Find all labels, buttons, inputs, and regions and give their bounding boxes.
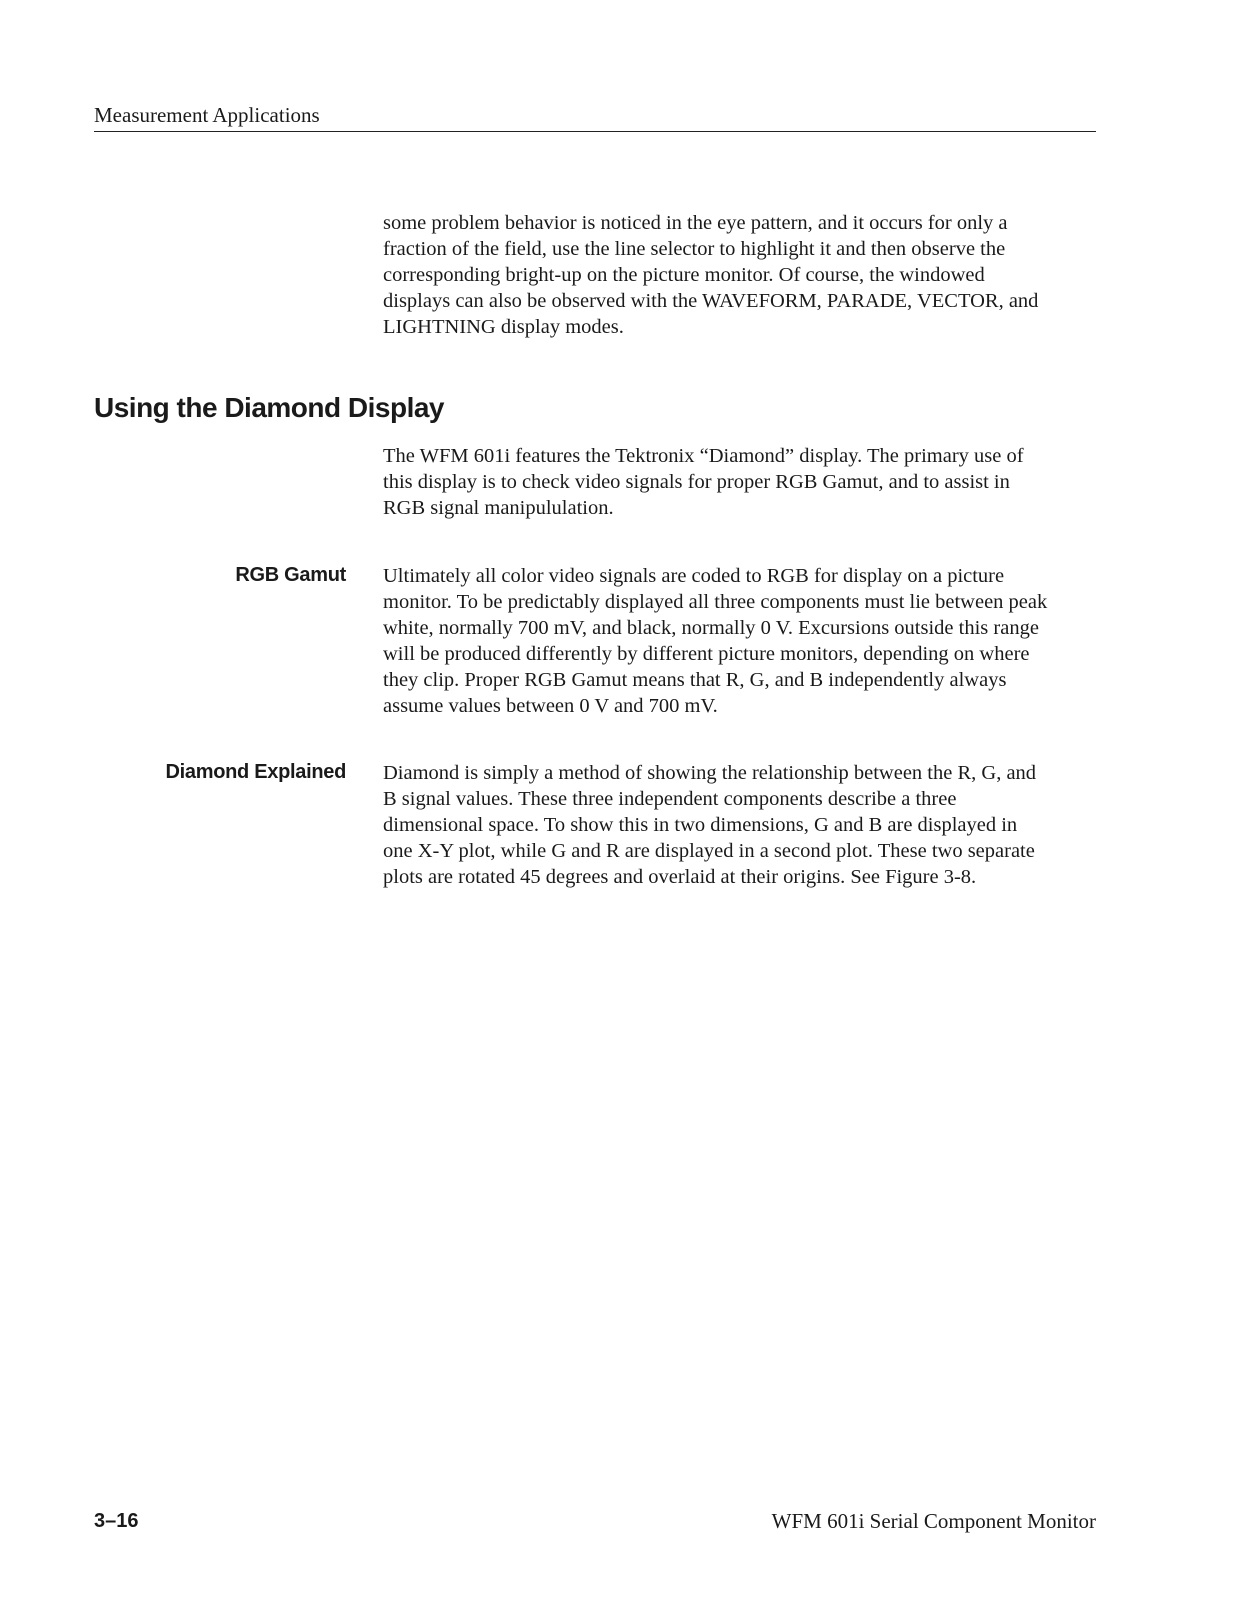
running-header: Measurement Applications [94, 103, 320, 127]
page-number: 3–16 [94, 1510, 139, 1532]
side-heading-diamond-explained: Diamond Explained [165, 761, 346, 783]
section-heading: Using the Diamond Display [94, 392, 444, 423]
header-rule [94, 131, 1096, 132]
diamond-explained-paragraph: Diamond is simply a method of showing the relationship between the R, G, and B signal values. These three independent components describe a three dimensional space. To show this in two dimensions, G and B are displayed in one X-Y plot, while G and R are displayed in a second plot. These two separate plots are rotated 45 degrees and overlaid at their origins. See Figure 3-8. [383, 762, 1037, 888]
rgb-gamut-paragraph: Ultimately all color video signals are coded to RGB for display on a picture monitor. To be predictably displayed all three components must lie between peak white, normally 700 mV, and black, normally 0 V. Excursions outside this range will be produced differently by different picture monitors, depending on where they clip. Proper RGB Gamut means that R, G, and B independently always assume values between 0 V and 700 mV. [383, 565, 1048, 717]
section-intro-paragraph: The WFM 601i features the Tektronix “Diamond” display. The primary use of this display is to check video signals for proper RGB Gamut, and to assist in RGB signal manipululation. [383, 445, 1024, 519]
intro-paragraph: some problem behavior is noticed in the eye pattern, and it occurs for only a fraction of the field, use the line selector to highlight it and then observe the corresponding bright-up on the picture monitor. Of course, the windowed displays can also be observed with the WAVEFORM, PARADE, VECTOR, and LIGHTNING display modes. [383, 212, 1039, 338]
side-heading-rgb-gamut: RGB Gamut [235, 564, 346, 586]
document-title: WFM 601i Serial Component Monitor [771, 1509, 1096, 1533]
